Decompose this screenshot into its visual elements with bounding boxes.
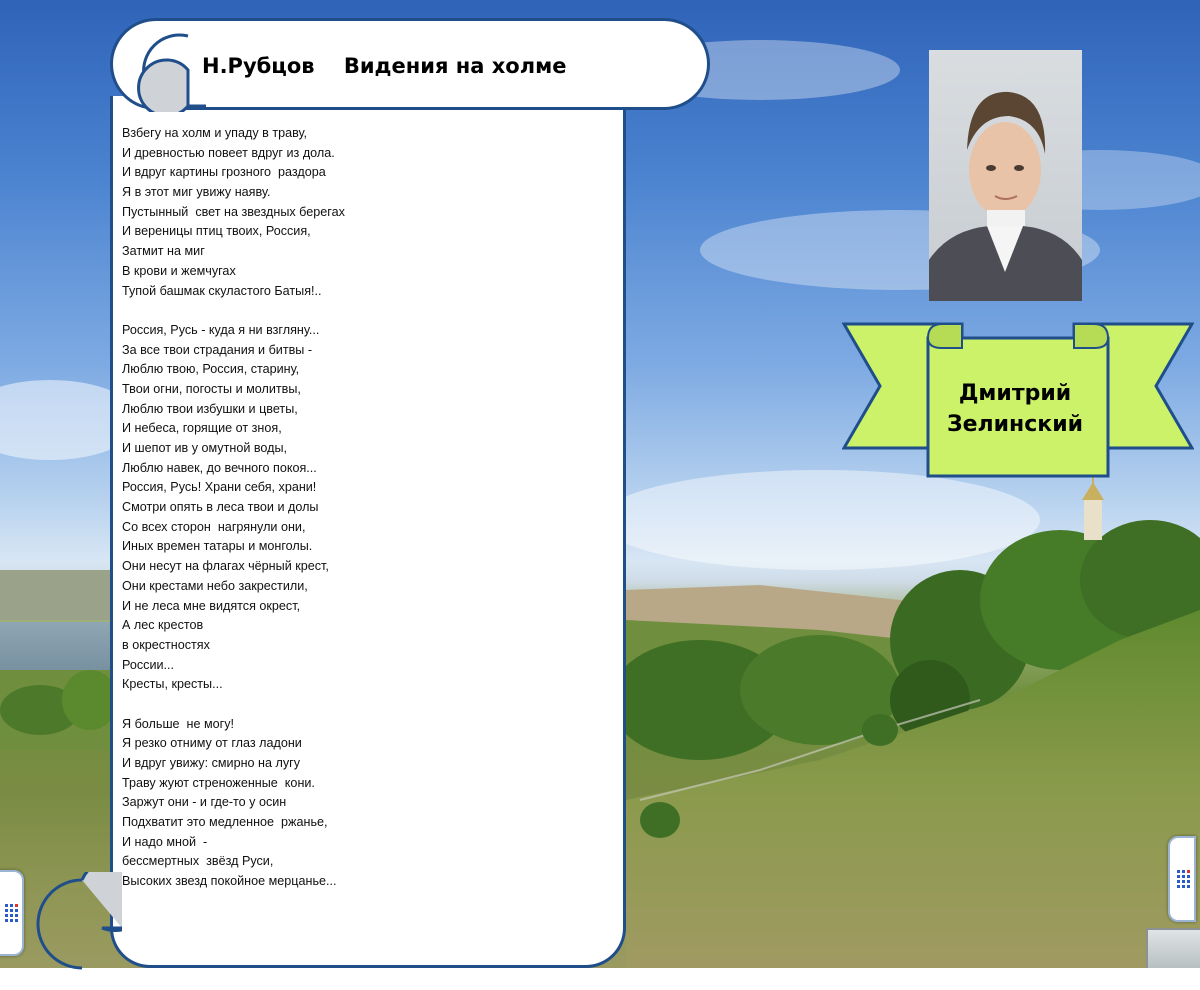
poem-line: Твои огни, погосты и молитвы, xyxy=(122,381,301,396)
corner-widget[interactable] xyxy=(1146,928,1200,968)
poem-line: Взбегу на холм и упаду в траву, xyxy=(122,126,308,140)
poem-line: Пустынный свет на звездных берегах xyxy=(122,204,345,219)
page-title: Н.Рубцов Видения на холме xyxy=(202,54,567,78)
poem-line: И надо мной - xyxy=(122,834,208,849)
person-photo-icon xyxy=(929,50,1082,301)
poem-line xyxy=(122,695,612,715)
poem-line: Высоких звезд покойное мерцанье... xyxy=(122,874,337,889)
poem-line: в окрестностях xyxy=(122,637,210,652)
author-name xyxy=(930,378,1100,440)
poem-line: Россия, Русь! Храни себя, храни! xyxy=(122,480,317,495)
poem-line: И вдруг увижу: смирно на лугу xyxy=(122,756,301,770)
poem-line: И не леса мне видятся окрест, xyxy=(122,598,301,613)
poem-line: И древностью повеет вдруг из дола. xyxy=(122,145,335,160)
poem-text xyxy=(122,124,612,892)
poem-line: Иных времен татары и монголы. xyxy=(122,539,313,554)
poem-line xyxy=(122,301,612,321)
poem-line: Заржут они - и где-то у осин xyxy=(122,795,287,810)
poem-line: России... xyxy=(122,657,175,672)
scroll-curl-bottom-icon xyxy=(22,872,122,972)
poem-line: Смотри опять в леса твои и долы xyxy=(122,500,319,515)
grid-icon xyxy=(4,902,18,932)
poem-line: Люблю навек, до вечного покоя... xyxy=(122,460,317,475)
poem-line: Подхватит это медленное ржанье, xyxy=(122,815,328,830)
poem-line: Траву жуют стреноженные кони. xyxy=(122,775,315,790)
poem-line: И шепот ив у омутной воды, xyxy=(122,441,288,455)
poem-line: Россия, Русь - куда я ни взгляну... xyxy=(122,322,320,337)
left-side-tab[interactable] xyxy=(0,870,24,956)
grid-icon xyxy=(1176,868,1190,898)
poem-line: И вереницы птиц твоих, Россия, xyxy=(122,224,311,239)
poem-line: Я в этот миг увижу наяву. xyxy=(122,185,271,200)
poem-line: бессмертных звёзд Руси, xyxy=(122,854,274,869)
poem-line: Я больше не могу! xyxy=(122,716,235,731)
poem-line: Они несут на флагах чёрный крест, xyxy=(122,559,329,574)
scroll-curl-icon xyxy=(128,30,210,112)
poem-line: И небеса, горящие от зноя, xyxy=(122,421,282,436)
poem-line: В крови и жемчугах xyxy=(122,263,236,278)
poem-line: А лес крестов xyxy=(122,618,204,633)
poem-line: Тупой башмак скуластого Батыя!.. xyxy=(122,283,322,298)
author-first-name: Дмитрий xyxy=(958,381,1072,406)
poem-line: За все твои страдания и битвы - xyxy=(122,342,313,357)
poem-line: Кресты, кресты... xyxy=(122,677,223,692)
poem-line: Со всех сторон нагрянули они, xyxy=(122,519,306,534)
author-last-name: Зелинский xyxy=(946,412,1084,437)
poem-line: Затмит на миг xyxy=(122,244,205,259)
poem-line: Люблю твои избушки и цветы, xyxy=(122,401,298,416)
poem-line: Я резко отниму от глаз ладони xyxy=(122,736,302,751)
poem-line: Они крестами небо закрестили, xyxy=(122,578,308,593)
right-side-tab[interactable] xyxy=(1168,836,1196,922)
poem-line: Люблю твою, Россия, старину, xyxy=(122,362,300,377)
poem-line: И вдруг картины грозного раздора xyxy=(122,165,326,180)
author-portrait xyxy=(929,50,1082,301)
